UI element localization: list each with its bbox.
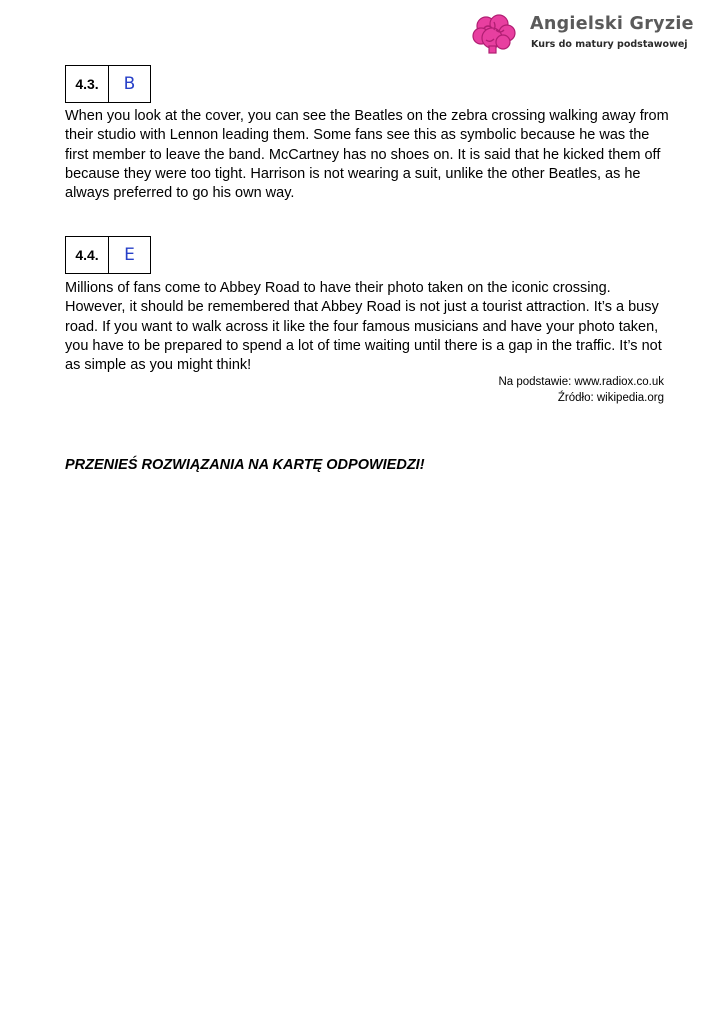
source-line-1: Na podstawie: www.radiox.co.uk bbox=[498, 376, 664, 388]
question-number: 4.3. bbox=[66, 66, 109, 102]
brand-subtitle: Kurs do matury podstawowej bbox=[531, 39, 688, 50]
brain-icon bbox=[472, 14, 516, 54]
answer-letter: B bbox=[123, 74, 136, 94]
paragraph-4-4: Millions of fans come to Abbey Road to have their photo taken on the iconic crossing. However, it should be remembered that Abbey Road is not just a tourist attraction. It’s a busy road. If you want to walk across it like the four famous musicians and have your photo taken, you have to be prepared to spend a lot of time waiting until there is a gap in the traffic. It’s not as simple as you might think! bbox=[65, 280, 662, 374]
answer-box-4-4 bbox=[65, 236, 151, 274]
answer-letter: E bbox=[124, 245, 135, 265]
question-number: 4.4. bbox=[66, 237, 109, 273]
transfer-instruction: PRZENIEŚ ROZWIĄZANIA NA KARTĘ ODPOWIEDZI! bbox=[65, 457, 425, 473]
paragraph-4-3: When you look at the cover, you can see the Beatles on the zebra crossing walking away from their studio with Lennon leading them. Some fans see this as symbolic because he was the first member to leave the band. McCartney has no shoes on. It is said that he kicked them off because they were too tight. Harrison is not wearing a suit, unlike the other Beatles, as he always preferred to go his own way. bbox=[65, 108, 669, 202]
brand-name: Angielski Gryzie bbox=[530, 14, 694, 34]
brand-header bbox=[472, 12, 712, 56]
answer-box-4-3 bbox=[65, 65, 151, 103]
source-line-2: Źródło: wikipedia.org bbox=[557, 392, 664, 404]
